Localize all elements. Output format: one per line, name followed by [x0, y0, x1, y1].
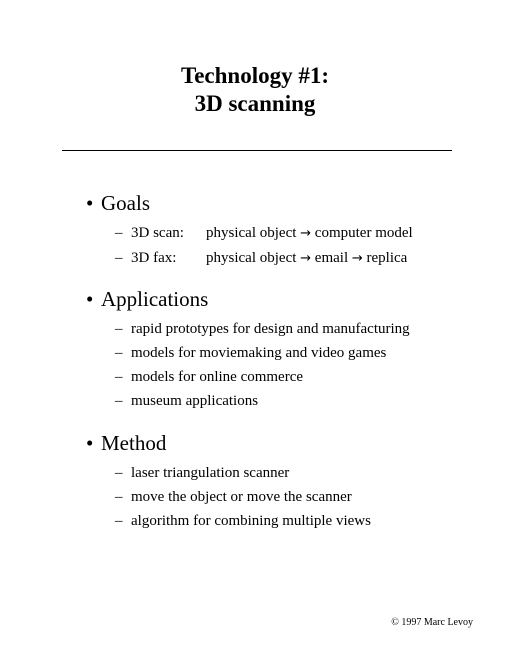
- dash-icon: –: [115, 225, 123, 241]
- arrow-icon: →: [300, 226, 312, 241]
- title-divider: [62, 150, 452, 151]
- section-applications: [86, 286, 410, 413]
- list-item-text: models for moviemaking and video games: [131, 345, 387, 361]
- heading-text: Applications: [101, 287, 209, 311]
- arrow-icon: →: [300, 251, 312, 266]
- goal-label: 3D scan:: [131, 225, 184, 241]
- goal-label: 3D fax:: [131, 250, 177, 266]
- copyright-text: 1997 Marc Levoy: [401, 617, 473, 628]
- heading-text: Method: [101, 431, 167, 455]
- list-item: [86, 365, 410, 389]
- list-item-text: models for online commerce: [131, 369, 304, 385]
- dash-icon: –: [115, 369, 123, 385]
- dash-icon: –: [115, 250, 123, 266]
- goal-mid: email: [314, 250, 349, 266]
- slide-title-line-1: Technology #1:: [180, 63, 330, 88]
- bullet-icon: •: [86, 287, 94, 311]
- list-item-text: rapid prototypes for design and manufacturing: [131, 321, 410, 337]
- dash-icon: –: [115, 513, 123, 529]
- goal-row-fax: [86, 246, 413, 271]
- list-item: [86, 317, 410, 341]
- heading-text: Goals: [101, 191, 150, 215]
- dash-icon: –: [115, 321, 123, 337]
- section-heading-method: [86, 430, 371, 456]
- dash-icon: –: [115, 489, 123, 505]
- section-heading-goals: [86, 190, 413, 216]
- goal-to: replica: [366, 250, 408, 266]
- dash-icon: –: [115, 345, 123, 361]
- list-item: [86, 461, 371, 485]
- list-item: [86, 509, 371, 533]
- goal-from: physical object: [206, 225, 297, 241]
- list-item-text: laser triangulation scanner: [131, 465, 290, 481]
- dash-icon: –: [115, 465, 123, 481]
- copyright-footer: [391, 616, 473, 630]
- goal-to: computer model: [314, 225, 413, 241]
- slide-title: [0, 62, 510, 118]
- slide-title-line-2: 3D scanning: [194, 91, 316, 116]
- goal-row-scan: [86, 221, 413, 246]
- section-goals: [86, 190, 413, 271]
- bullet-icon: •: [86, 431, 94, 455]
- list-item: [86, 389, 410, 413]
- section-heading-applications: [86, 286, 410, 312]
- copyright-icon: ©: [391, 617, 399, 628]
- goal-from: physical object: [206, 250, 297, 266]
- list-item-text: museum applications: [131, 393, 259, 409]
- list-item-text: move the object or move the scanner: [131, 489, 352, 505]
- list-item: [86, 485, 371, 509]
- bullet-icon: •: [86, 191, 94, 215]
- dash-icon: –: [115, 393, 123, 409]
- list-item: [86, 341, 410, 365]
- list-item-text: algorithm for combining multiple views: [131, 513, 371, 529]
- arrow-icon: →: [351, 251, 363, 266]
- section-method: [86, 430, 371, 533]
